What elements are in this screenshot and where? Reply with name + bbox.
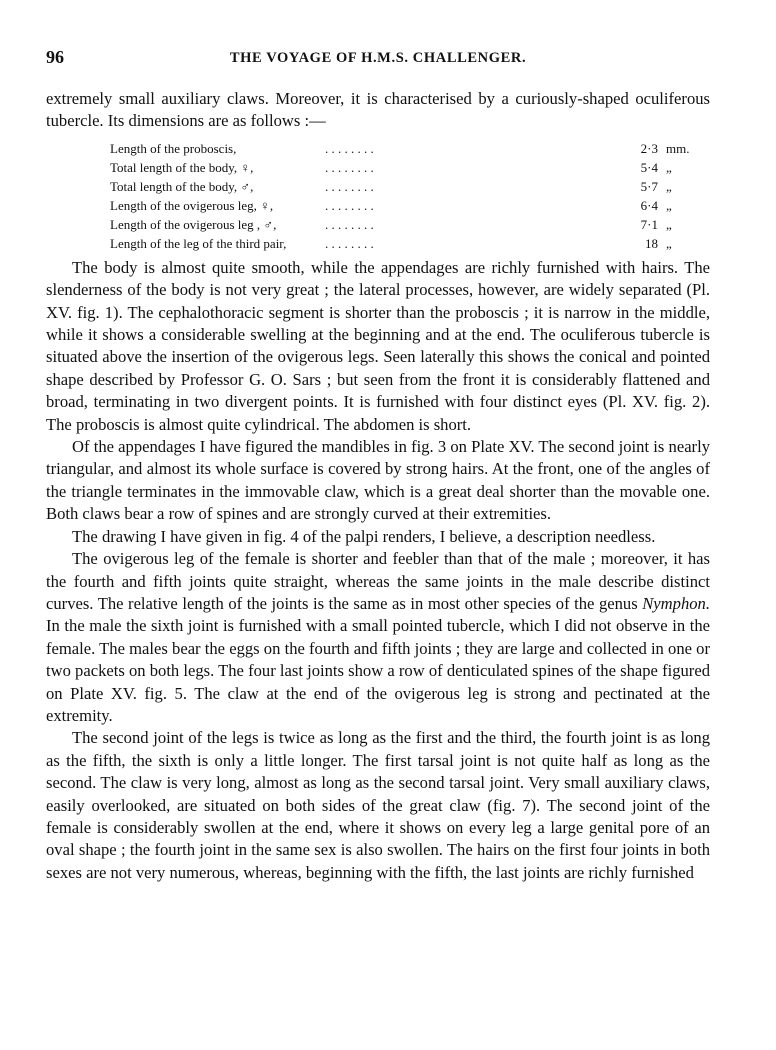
measurement-unit: „: [666, 197, 672, 213]
measurement-label: Total length of the body, ♂,: [110, 178, 254, 194]
measurement-row: [46, 215, 710, 234]
measurement-value: 7·1: [640, 216, 658, 232]
body-text: [46, 88, 710, 884]
measurement-unit: mm.: [666, 140, 690, 156]
measurement-unit: „: [666, 159, 672, 175]
running-head: THE VOYAGE OF H.M.S. CHALLENGER.: [229, 50, 527, 66]
leader-dots: [325, 234, 618, 253]
measurement-value: 2·3: [640, 140, 658, 156]
measurement-row: [46, 177, 710, 196]
measurement-unit: „: [666, 178, 672, 194]
measurement-row: [46, 158, 710, 177]
paragraph-palpi: The drawing I have given in fig. 4 of the palpi renders, I believe, a description needless.: [72, 526, 656, 546]
measurement-value: 6·4: [640, 197, 658, 213]
leader-dots: [325, 139, 618, 158]
page-header: [46, 47, 710, 69]
paragraph-text: In the male the sixth joint is furnished with a small pointed tubercle, which I did not observe in the female. The males bear the eggs on the fourth and fifth joints ; they are large and collected in one or two packets on both legs. The four last joints show a row of denticulated spines of the shape figured on Plate XV. fig. 5. The claw at the end of the ovigerous leg is strong and pectinated at the extremity.: [46, 616, 710, 725]
intro-paragraph: extremely small auxiliary claws. Moreover, it is characterised by a curiously-shaped oculiferous tubercle. Its dimensions are as follows :—: [46, 89, 710, 131]
measurement-value: 5·4: [640, 159, 658, 175]
paragraph-ovigerous-leg: [46, 548, 710, 727]
paragraph-legs: The second joint of the legs is twice as long as the first and the third, the fourth joint is as long as the fifth, the sixth is only a little longer. The first tarsal joint is not quite half as long as the second. The claw is very long, almost as long as the second tarsal joint. Very small auxiliary claws, easily overlooked, are situated on both sides of the great claw (fig. 7). The second joint of the female is considerably swollen at the end, where it shows on every leg a large genital pore of an oval shape ; the fourth joint in the same sex is also swollen. The hairs on the first four joints in both sexes are not very numerous, whereas, beginning with the fifth, the last joints are richly furnished: [46, 728, 710, 882]
paragraph-body-description: The body is almost quite smooth, while the appendages are richly furnished with hairs. The slenderness of the body is not very great ; the lateral processes, however, are widely separated (Pl. XV. fig. 1). The cephalothoracic segment is shorter than the proboscis ; it is narrow in the middle, while it shows a considerable swelling at the beginning and at the end. The oculiferous tubercle is situated above the insertion of the ovigerous legs. Seen laterally this shows the conical and pointed shape described by Professor G. O. Sars ; but seen from the front it is considerably flattened and broad, terminating in two divergent points. It is furnished with four distinct eyes (Pl. XV. fig. 2). The proboscis is almost quite cylindrical. The abdomen is short.: [46, 257, 710, 434]
measurements-table: [46, 139, 710, 253]
paragraph-text: The ovigerous leg of the female is shorter and feebler than that of the male ; moreover, it has the fourth and fifth joints quite straight, whereas the same joints in the male describe distinct curves. The relative length of the joints is the same as in most other species of the genus: [46, 549, 710, 613]
leader-dots: [325, 196, 618, 215]
measurement-label: Length of the ovigerous leg , ♂,: [110, 216, 277, 232]
measurement-label: Total length of the body, ♀,: [110, 159, 254, 175]
measurement-label: Length of the leg of the third pair,: [110, 235, 287, 251]
measurement-value: 18: [645, 235, 658, 251]
leader-dots: [325, 177, 618, 196]
measurement-label: Length of the proboscis,: [110, 140, 237, 156]
measurement-unit: „: [666, 235, 672, 251]
genus-name: Nymphon.: [642, 593, 710, 613]
leader-dots: [325, 158, 618, 177]
measurement-unit: „: [666, 216, 672, 232]
measurement-row: [46, 139, 710, 158]
leader-dots: [325, 215, 618, 234]
page-number: 96: [46, 47, 64, 67]
measurement-value: 5·7: [640, 178, 658, 194]
paragraph-appendages: Of the appendages I have figured the mandibles in fig. 3 on Plate XV. The second joint is nearly triangular, and almost its whole surface is covered by strong hairs. At the front, one of the angles of the triangle terminates in the immovable claw, which is a great deal shorter than the movable one. Both claws bear a row of spines and are strongly curved at their extremities.: [46, 437, 710, 524]
measurement-row: [46, 196, 710, 215]
measurement-row: [46, 234, 710, 253]
measurement-label: Length of the ovigerous leg, ♀,: [110, 197, 274, 213]
